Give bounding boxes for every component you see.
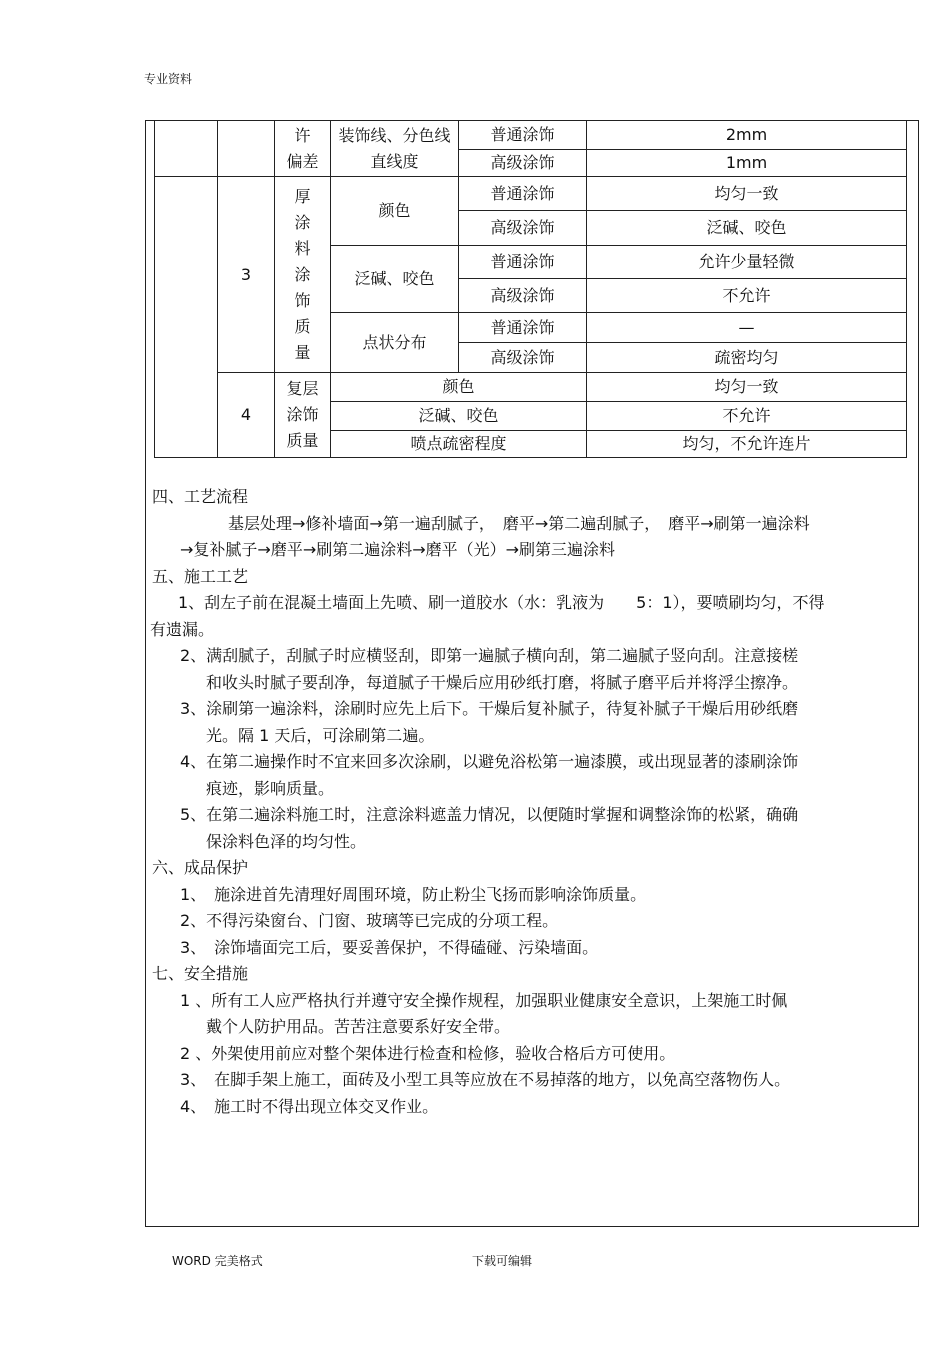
s3-number: 3 bbox=[218, 177, 275, 373]
s4-title-line: 复层 bbox=[286, 379, 319, 398]
s3-value: — bbox=[587, 313, 907, 343]
section-title-safety: 七、安全措施 bbox=[152, 964, 249, 983]
section-title-craft: 五、施工工艺 bbox=[152, 566, 249, 586]
craft-item-continuation: 光。隔 1 天后，可涂刷第二遍。 bbox=[206, 725, 435, 745]
craft-item-continuation: 保涂料色泽的均匀性。 bbox=[206, 831, 367, 851]
s3-item: 泛碱、咬色 bbox=[331, 246, 459, 313]
s3-item: 颜色 bbox=[331, 177, 459, 246]
process-flow-line: 基层处理→修补墙面→第一遍刮腻子， 磨平→第二遍刮腻子， 磨平→刷第一遍涂料 bbox=[228, 513, 810, 533]
process-flow-line: →复补腻子→磨平→刷第二遍涂料→磨平（光）→刷第三遍涂料 bbox=[180, 540, 616, 559]
quality-table bbox=[154, 120, 907, 458]
s3-level: 高级涂饰 bbox=[459, 211, 587, 246]
craft-item-continuation: 和收头时腻子要刮净，每道腻子干燥后应用砂纸打磨，将腻子磨平后并将浮尘擦净。 bbox=[206, 672, 799, 692]
table-cell-left-blank bbox=[155, 121, 218, 177]
r1-sub-line: 偏差 bbox=[286, 151, 319, 171]
safety-item: 4、 施工时不得出现立体交叉作业。 bbox=[180, 1096, 439, 1116]
safety-item: 1 、所有工人应严格执行并遵守安全操作规程，加强职业健康安全意识，上架施工时佩 bbox=[180, 990, 788, 1010]
s3-value: 疏密均匀 bbox=[587, 343, 907, 373]
protect-item: 2、不得污染窗台、门窗、玻璃等已完成的分项工程。 bbox=[180, 911, 559, 930]
s3-value: 均匀一致 bbox=[587, 177, 907, 211]
craft-item-continuation: 痕迹，影响质量。 bbox=[206, 778, 335, 798]
s4-value: 均匀，不允许连片 bbox=[587, 431, 907, 458]
s3-title-char: 厚 bbox=[294, 186, 311, 206]
protect-item: 1、 施涂进首先清理好周围环境，防止粉尘飞扬而影响涂饰质量。 bbox=[180, 884, 647, 904]
s3-title-char: 饰 bbox=[294, 290, 311, 310]
craft-item: 5、在第二遍涂料施工时，注意涂料遮盖力情况，以便随时掌握和调整涂饰的松紧，确确 bbox=[180, 805, 799, 824]
craft-item-continuation: 有遗漏。 bbox=[150, 619, 215, 639]
section-title-protect: 六、成品保护 bbox=[152, 858, 249, 877]
s3-title-char: 质 bbox=[294, 316, 311, 336]
s3-level: 普通涂饰 bbox=[459, 313, 587, 343]
s4-title-line: 质量 bbox=[286, 431, 319, 450]
s3-value: 泛碱、咬色 bbox=[587, 211, 907, 246]
s4-number: 4 bbox=[218, 373, 275, 458]
craft-item: 2、满刮腻子，刮腻子时应横竖刮，即第一遍腻子横向刮，第二遍腻子竖向刮。注意接槎 bbox=[180, 646, 799, 665]
safety-item: 2 、外架使用前应对整个架体进行检查和检修，验收合格后方可使用。 bbox=[180, 1043, 676, 1063]
safety-item-continuation: 戴个人防护用品。苦苦注意要系好安全带。 bbox=[206, 1017, 511, 1036]
safety-item: 3、 在脚手架上施工，面砖及小型工具等应放在不易掉落的地方，以免高空落物伤人。 bbox=[180, 1070, 791, 1089]
craft-item: 1、刮左子前在混凝土墙面上先喷、刷一道胶水（水：乳液为 5：1），要喷刷均匀，不得 bbox=[178, 593, 825, 612]
r1-item-line: 装饰线、分色线 bbox=[338, 125, 451, 145]
s3-title-char: 料 bbox=[294, 238, 311, 258]
page-header-label: 专业资料 bbox=[144, 72, 193, 86]
s3-title-cell bbox=[275, 177, 331, 373]
s4-item: 泛碱、咬色 bbox=[331, 402, 587, 431]
s3-title-char: 涂 bbox=[294, 212, 311, 232]
craft-item: 4、在第二遍操作时不宜来回多次涂刷，以避免浴松第一遍漆膜，或出现显著的漆刷涂饰 bbox=[180, 752, 799, 771]
s3-level: 普通涂饰 bbox=[459, 246, 587, 279]
s3-title-char: 量 bbox=[294, 342, 311, 362]
protect-item: 3、 涂饰墙面完工后，要妥善保护，不得磕碰、污染墙面。 bbox=[180, 937, 599, 957]
footer-right-label: 下载可编辑 bbox=[472, 1254, 533, 1268]
s3-level: 高级涂饰 bbox=[459, 343, 587, 373]
r1-sub-line: 许 bbox=[294, 125, 311, 145]
s3-level: 普通涂饰 bbox=[459, 177, 587, 211]
s4-title-line: 涂饰 bbox=[286, 405, 319, 424]
r1-value-advanced: 1mm bbox=[587, 150, 907, 177]
s3-title-char: 涂 bbox=[294, 264, 311, 284]
s4-item: 颜色 bbox=[331, 373, 587, 402]
table-cell-num-blank bbox=[218, 121, 275, 177]
r1-value-normal: 2mm bbox=[587, 121, 907, 150]
section-title-process: 四、工艺流程 bbox=[152, 487, 249, 506]
r1-level-normal: 普通涂饰 bbox=[459, 121, 587, 150]
s3-level: 高级涂饰 bbox=[459, 279, 587, 313]
footer-left-label: WORD 完美格式 bbox=[172, 1254, 263, 1268]
table-cell-left-blank bbox=[155, 177, 218, 458]
r1-sub-cell bbox=[275, 121, 331, 177]
s3-value: 不允许 bbox=[587, 279, 907, 313]
s3-value: 允许少量轻微 bbox=[587, 246, 907, 279]
r1-level-advanced: 高级涂饰 bbox=[459, 150, 587, 177]
s4-item: 喷点疏密程度 bbox=[331, 431, 587, 458]
craft-item: 3、涂刷第一遍涂料，涂刷时应先上后下。干燥后复补腻子，待复补腻子干燥后用砂纸磨 bbox=[180, 699, 799, 718]
s4-value: 均匀一致 bbox=[587, 373, 907, 402]
r1-item-cell bbox=[331, 121, 459, 177]
s4-value: 不允许 bbox=[587, 402, 907, 431]
s3-item: 点状分布 bbox=[331, 313, 459, 373]
r1-item-line: 直线度 bbox=[370, 151, 419, 171]
s4-title-cell bbox=[275, 373, 331, 458]
document-body bbox=[150, 484, 910, 1120]
